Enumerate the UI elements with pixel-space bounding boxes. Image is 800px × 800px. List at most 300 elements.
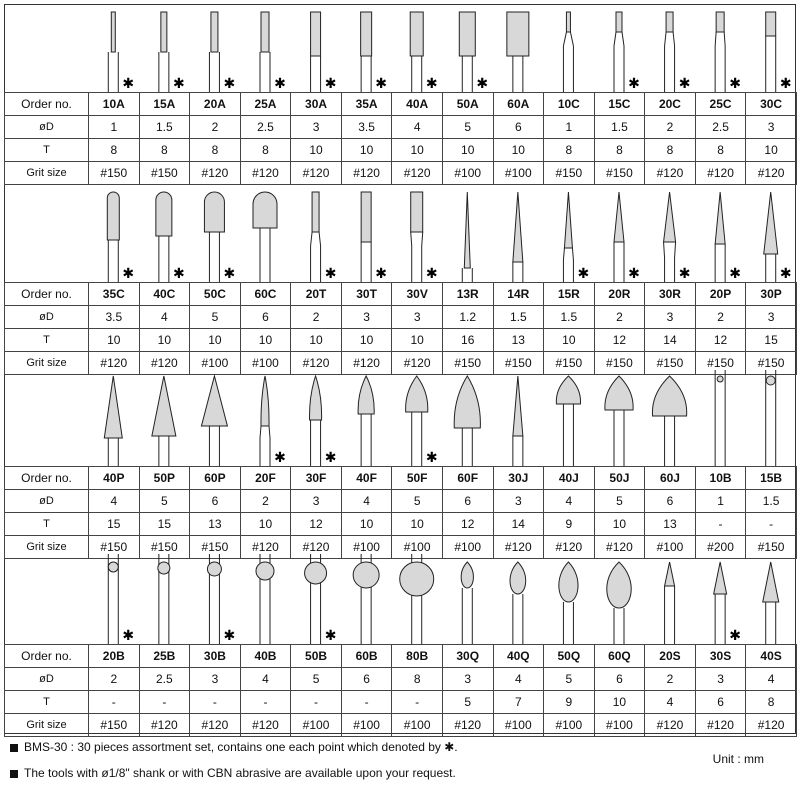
mounted-point-icon [108,12,118,92]
order-number-cell: 15A [139,93,190,116]
t-cell: 10 [240,329,291,352]
t-cell: 6 [695,691,746,714]
order-number-cell: 40P [89,467,140,490]
t-cell: - [341,691,392,714]
asterisk-icon: ✱ [172,76,185,92]
row-od [5,116,797,139]
od-cell: 3 [746,116,797,139]
asterisk-icon: ✱ [729,76,742,92]
t-cell: 15 [139,513,190,536]
row-label: Order no. [5,283,89,306]
t-cell: 8 [190,139,241,162]
mounted-point-icon [510,562,526,644]
asterisk-icon: ✱ [628,266,640,282]
grit-cell: #100 [493,714,544,737]
mounted-point-icon [715,12,725,92]
order-number-cell: 20B [89,645,140,668]
mounted-point-icon [563,12,573,92]
grit-cell: #150 [746,352,797,375]
t-cell: - [190,691,241,714]
row-t [5,329,797,352]
od-cell: 3.5 [341,116,392,139]
grit-cell: #120 [240,536,291,559]
t-cell: 10 [240,513,291,536]
t-cell: 10 [341,513,392,536]
mounted-point-icon [207,554,221,644]
t-cell: 12 [291,513,342,536]
mounted-point-icon [204,192,224,282]
order-number-cell: 14R [493,283,544,306]
tool-illustrations [4,4,796,92]
grit-cell: #150 [139,536,190,559]
asterisk-icon: ✱ [729,628,742,644]
t-cell: - [746,513,797,536]
t-cell: 9 [544,691,595,714]
grit-cell: #120 [291,352,342,375]
od-cell: 1.5 [493,306,544,329]
t-cell: 16 [442,329,493,352]
od-cell: 3 [190,668,241,691]
od-cell: 6 [493,116,544,139]
od-cell: 1 [89,116,140,139]
mounted-point-icon [410,12,423,92]
note-shank [10,766,456,780]
mounted-point-icon [513,192,523,282]
row-orders [5,283,797,306]
note-text: The tools with ø1/8" shank or with CBN abrasive are available upon your request. [24,766,456,780]
order-number-cell: 60C [240,283,291,306]
grit-cell: #120 [544,536,595,559]
asterisk-icon: ✱ [122,266,135,282]
od-cell: 2 [240,490,291,513]
od-cell: 6 [240,306,291,329]
grit-cell: #150 [695,352,746,375]
order-number-cell: 20R [594,283,645,306]
order-number-cell: 15B [746,467,797,490]
grit-cell: #100 [392,536,443,559]
od-cell: 4 [139,306,190,329]
mounted-point-icon [766,12,776,92]
asterisk-icon: ✱ [324,628,337,644]
asterisk-icon: ✱ [172,266,185,282]
t-cell: - [240,691,291,714]
grit-cell: #100 [442,162,493,185]
asterisk-icon: ✱ [678,76,691,92]
mounted-point-icon [156,192,172,282]
grit-cell: #100 [190,352,241,375]
order-number-cell: 40F [341,467,392,490]
tool-illustrations [4,554,796,644]
t-cell: 8 [594,139,645,162]
grit-cell: #100 [442,536,493,559]
asterisk-icon: ✱ [628,76,640,92]
row-od [5,668,797,691]
grit-cell: #120 [291,536,342,559]
grit-cell: #120 [442,714,493,737]
t-cell: 9 [544,513,595,536]
od-cell: 4 [493,668,544,691]
t-cell: 10 [442,139,493,162]
mounted-point-icon [559,562,578,644]
order-number-cell: 50Q [544,645,595,668]
grit-cell: #100 [341,536,392,559]
od-cell: 5 [190,306,241,329]
od-cell: 1.5 [544,306,595,329]
grit-cell: #120 [645,162,696,185]
od-cell: 2.5 [240,116,291,139]
t-cell: 10 [392,139,443,162]
mounted-point-icon [454,376,480,466]
order-number-cell: 50F [392,467,443,490]
order-number-cell: 80B [392,645,443,668]
row-label: Order no. [5,467,89,490]
grit-cell: #120 [695,714,746,737]
grit-cell: #120 [240,714,291,737]
row-label: Grit size [5,162,89,185]
mounted-point-icon [563,192,573,282]
t-cell: 10 [544,329,595,352]
mounted-point-icon [665,12,675,92]
order-number-cell: 50A [442,93,493,116]
spec-table [4,282,797,375]
mounted-point-icon [256,554,274,644]
row-label: Grit size [5,536,89,559]
row-label: Grit size [5,714,89,737]
order-number-cell: 40B [240,645,291,668]
asterisk-icon: ✱ [729,266,742,282]
order-number-cell: 50J [594,467,645,490]
grit-cell: #120 [392,162,443,185]
od-cell: 3 [746,306,797,329]
row-label: T [5,329,89,352]
t-cell: 10 [291,329,342,352]
od-cell: 2 [695,306,746,329]
spec-table [4,466,797,559]
order-number-cell: 60B [341,645,392,668]
asterisk-icon: ✱ [223,76,236,92]
od-cell: 3 [695,668,746,691]
t-cell: 8 [139,139,190,162]
order-number-cell: 30B [190,645,241,668]
od-cell: 2 [645,668,696,691]
od-cell: 1 [695,490,746,513]
grit-cell: #120 [493,536,544,559]
grit-cell: #100 [544,714,595,737]
grit-cell: #100 [392,714,443,737]
mounted-point-icon [311,192,321,282]
t-cell: 10 [89,329,140,352]
t-cell: 12 [594,329,645,352]
t-cell: 10 [190,329,241,352]
mounted-point-icon [406,376,428,466]
order-number-cell: 13R [442,283,493,306]
asterisk-icon: ✱ [678,266,691,282]
order-number-cell: 50P [139,467,190,490]
mounted-point-icon [664,192,676,282]
unit-label: Unit : mm [712,752,764,766]
order-number-cell: 20T [291,283,342,306]
mounted-point-icon [715,370,725,466]
order-number-cell: 15R [544,283,595,306]
row-od [5,306,797,329]
od-cell: 4 [89,490,140,513]
grit-cell: #120 [190,162,241,185]
order-number-cell: 40S [746,645,797,668]
mounted-point-icon [152,376,176,466]
order-number-cell: 10A [89,93,140,116]
mounted-point-icon [400,554,434,644]
asterisk-icon: ✱ [223,266,236,282]
od-cell: 4 [746,668,797,691]
od-cell: 2 [291,306,342,329]
od-cell: 4 [544,490,595,513]
asterisk-icon: ✱ [324,266,337,282]
od-cell: 3 [291,116,342,139]
od-cell: 6 [645,490,696,513]
asterisk-icon: ✱ [577,266,590,282]
mounted-point-icon [358,376,374,466]
grit-cell: #150 [442,352,493,375]
mounted-point-icon [556,376,580,466]
grit-cell: #100 [341,714,392,737]
asterisk-icon: ✱ [223,628,236,644]
mounted-point-icon [614,12,624,92]
grit-cell: #150 [594,352,645,375]
mounted-point-icon [462,192,472,282]
grit-cell: #150 [544,162,595,185]
grit-cell: #150 [544,352,595,375]
mounted-point-icon [411,192,423,282]
order-number-cell: 30R [645,283,696,306]
t-cell: 4 [645,691,696,714]
grit-cell: #150 [89,536,140,559]
row-label: øD [5,490,89,513]
od-cell: 2 [89,668,140,691]
t-cell: 10 [594,513,645,536]
t-cell: 10 [493,139,544,162]
order-number-cell: 25B [139,645,190,668]
t-cell: 10 [341,329,392,352]
od-cell: 4 [341,490,392,513]
od-cell: 3 [291,490,342,513]
order-number-cell: 60P [190,467,241,490]
asterisk-icon: ✱ [476,76,489,92]
grit-cell: #150 [594,162,645,185]
mounted-point-icon [201,376,227,466]
grit-cell: #150 [89,714,140,737]
order-number-cell: 30F [291,467,342,490]
t-cell: 10 [291,139,342,162]
grit-cell: #100 [493,162,544,185]
t-cell: - [695,513,746,536]
order-number-cell: 20C [645,93,696,116]
order-number-cell: 40A [392,93,443,116]
mounted-point-icon [253,192,277,282]
od-cell: 5 [291,668,342,691]
t-cell: 8 [544,139,595,162]
order-number-cell: 35A [341,93,392,116]
od-cell: 5 [392,490,443,513]
note-text: BMS-30 : 30 pieces assortment set, contains one each point which denoted by ✱. [24,740,458,754]
t-cell: 12 [695,329,746,352]
order-number-cell: 50C [190,283,241,306]
od-cell: 3.5 [89,306,140,329]
t-cell: - [139,691,190,714]
t-cell: 14 [645,329,696,352]
od-cell: 3 [392,306,443,329]
row-label: T [5,139,89,162]
grit-cell: #150 [190,536,241,559]
order-number-cell: 60J [645,467,696,490]
order-number-cell: 20A [190,93,241,116]
grit-cell: #120 [89,352,140,375]
t-cell: 12 [442,513,493,536]
t-cell: 13 [493,329,544,352]
od-cell: 5 [544,668,595,691]
od-cell: 6 [442,490,493,513]
t-cell: 8 [89,139,140,162]
order-number-cell: 40C [139,283,190,306]
grit-cell: #120 [392,352,443,375]
grit-cell: #200 [695,536,746,559]
mounted-point-icon [158,554,170,644]
order-number-cell: 20S [645,645,696,668]
row-orders [5,645,797,668]
t-cell: 13 [645,513,696,536]
row-label: øD [5,306,89,329]
grit-cell: #120 [746,714,797,737]
grit-cell: #120 [190,714,241,737]
spec-table [4,644,797,737]
mounted-point-icon [209,12,219,92]
mounted-point-icon [766,370,776,466]
od-cell: 8 [392,668,443,691]
mounted-point-icon [605,376,633,466]
mounted-point-icon [260,12,270,92]
row-orders [5,93,797,116]
t-cell: 8 [240,139,291,162]
grit-cell: #120 [695,162,746,185]
t-cell: 15 [89,513,140,536]
od-cell: 5 [442,116,493,139]
mounted-point-icon [459,12,475,92]
mounted-point-icon [714,562,727,644]
asterisk-icon: ✱ [122,76,135,92]
order-number-cell: 60F [442,467,493,490]
od-cell: 2 [190,116,241,139]
order-number-cell: 30C [746,93,797,116]
t-cell: 13 [190,513,241,536]
row-grit [5,714,797,737]
asterisk-icon: ✱ [425,76,438,92]
grit-cell: #120 [291,162,342,185]
row-label: T [5,513,89,536]
mounted-point-icon [614,192,624,282]
row-t [5,691,797,714]
mounted-point-icon [108,554,118,644]
grit-cell: #120 [594,536,645,559]
order-number-cell: 30P [746,283,797,306]
grit-cell: #100 [645,536,696,559]
order-number-cell: 60A [493,93,544,116]
t-cell: - [291,691,342,714]
asterisk-icon: ✱ [274,76,286,92]
grit-cell: #120 [341,162,392,185]
asterisk-icon: ✱ [324,450,337,466]
order-number-cell: 10C [544,93,595,116]
mounted-point-icon [361,12,372,92]
order-number-cell: 40J [544,467,595,490]
order-number-cell: 25C [695,93,746,116]
order-number-cell: 20P [695,283,746,306]
order-number-cell: 50B [291,645,342,668]
asterisk-icon: ✱ [425,266,438,282]
od-cell: 2.5 [695,116,746,139]
bullet-square-icon [10,744,18,752]
mounted-point-icon [305,554,327,644]
t-cell: 8 [645,139,696,162]
mounted-point-icon [652,376,686,466]
od-cell: 1 [544,116,595,139]
t-cell: 14 [493,513,544,536]
mounted-point-icon [353,554,379,644]
order-number-cell: 40Q [493,645,544,668]
t-cell: 10 [392,513,443,536]
t-cell: 8 [695,139,746,162]
t-cell: - [392,691,443,714]
order-number-cell: 35C [89,283,140,306]
od-cell: 4 [240,668,291,691]
grit-cell: #150 [89,162,140,185]
mounted-point-icon [260,376,270,466]
od-cell: 3 [645,306,696,329]
mounted-point-icon [665,562,675,644]
bullet-square-icon [10,770,18,778]
order-number-cell: 10B [695,467,746,490]
order-number-cell: 30V [392,283,443,306]
t-cell: 8 [746,691,797,714]
grit-cell: #150 [139,162,190,185]
grit-cell: #100 [240,352,291,375]
order-number-cell: 30A [291,93,342,116]
od-cell: 1.5 [594,116,645,139]
asterisk-icon: ✱ [122,628,135,644]
row-label: øD [5,668,89,691]
od-cell: 2 [645,116,696,139]
grit-cell: #120 [240,162,291,185]
asterisk-icon: ✱ [324,76,337,92]
order-number-cell: 30Q [442,645,493,668]
od-cell: 1.5 [746,490,797,513]
mounted-point-icon [159,12,169,92]
mounted-point-icon [607,562,631,644]
spec-table [4,92,797,185]
row-orders [5,467,797,490]
mounted-point-icon [764,192,778,282]
od-cell: 2.5 [139,668,190,691]
od-cell: 3 [341,306,392,329]
grit-cell: #120 [341,352,392,375]
t-cell: 5 [442,691,493,714]
row-t [5,513,797,536]
mounted-point-icon [715,192,725,282]
od-cell: 6 [594,668,645,691]
grit-cell: #100 [594,714,645,737]
od-cell: 3 [442,668,493,691]
order-number-cell: 15C [594,93,645,116]
asterisk-icon: ✱ [375,266,388,282]
grit-cell: #120 [746,162,797,185]
